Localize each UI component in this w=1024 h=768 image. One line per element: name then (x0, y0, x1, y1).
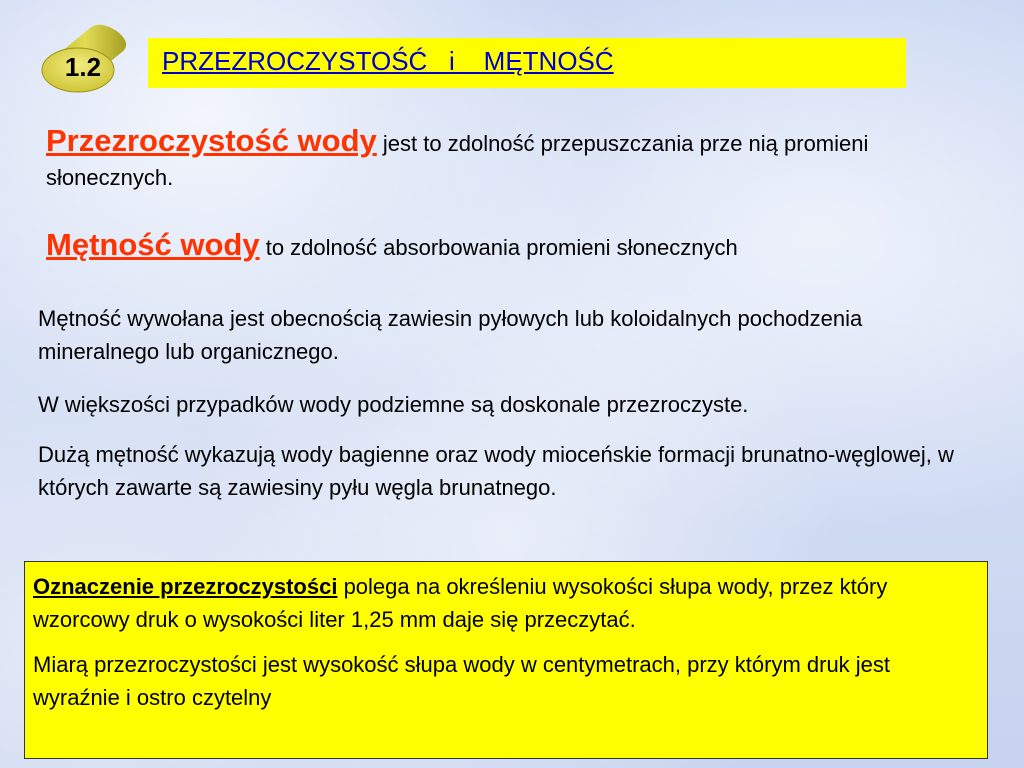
term-turbidity: Mętność wody (46, 227, 260, 262)
definition-transparency (46, 124, 966, 195)
note-measure: Miarą przezroczystości jest wysokość słupa wody w centymetrach, przy którym druk jest wyraźnie i ostro czytelny (33, 652, 891, 710)
note-text: polega na określeniu wysokości słupa wody, przez który wzorcowy druk o wysokości liter 1,25 mm daje się przeczytać. (33, 574, 888, 632)
paragraph-bog-water: Dużą mętność wykazują wody bagienne oraz wody mioceńskie formacji brunatno-węglowej, w których zawarte są zawiesiny pyłu węgla brunatnego. (38, 442, 954, 500)
note-paragraph (33, 570, 977, 636)
paragraph-turbidity-cause: Mętność wywołana jest obecnością zawiesin pyłowych lub koloidalnych pochodzenia mineralnego lub organicznego. (38, 306, 863, 364)
note-term: Oznaczenie przezroczystości (33, 574, 338, 599)
slide-title: PRZEZROCZYSTOŚĆ i MĘTNOŚĆ (162, 46, 614, 76)
badge-number: 1.2 (64, 52, 102, 82)
slide-number-badge (38, 22, 130, 94)
term-transparency: Przezroczystość wody (46, 123, 377, 158)
definition-turbidity (46, 228, 966, 265)
measurement-note-box (24, 561, 988, 759)
definition-text: to zdolność absorbowania promieni słonecznych (259, 235, 738, 260)
title-banner (148, 38, 906, 88)
definition-text: jest to zdolność przepuszczania prze nią promieni słonecznych. (46, 131, 869, 190)
paragraph-groundwater: W większości przypadków wody podziemne są doskonale przezroczyste. (38, 392, 749, 417)
